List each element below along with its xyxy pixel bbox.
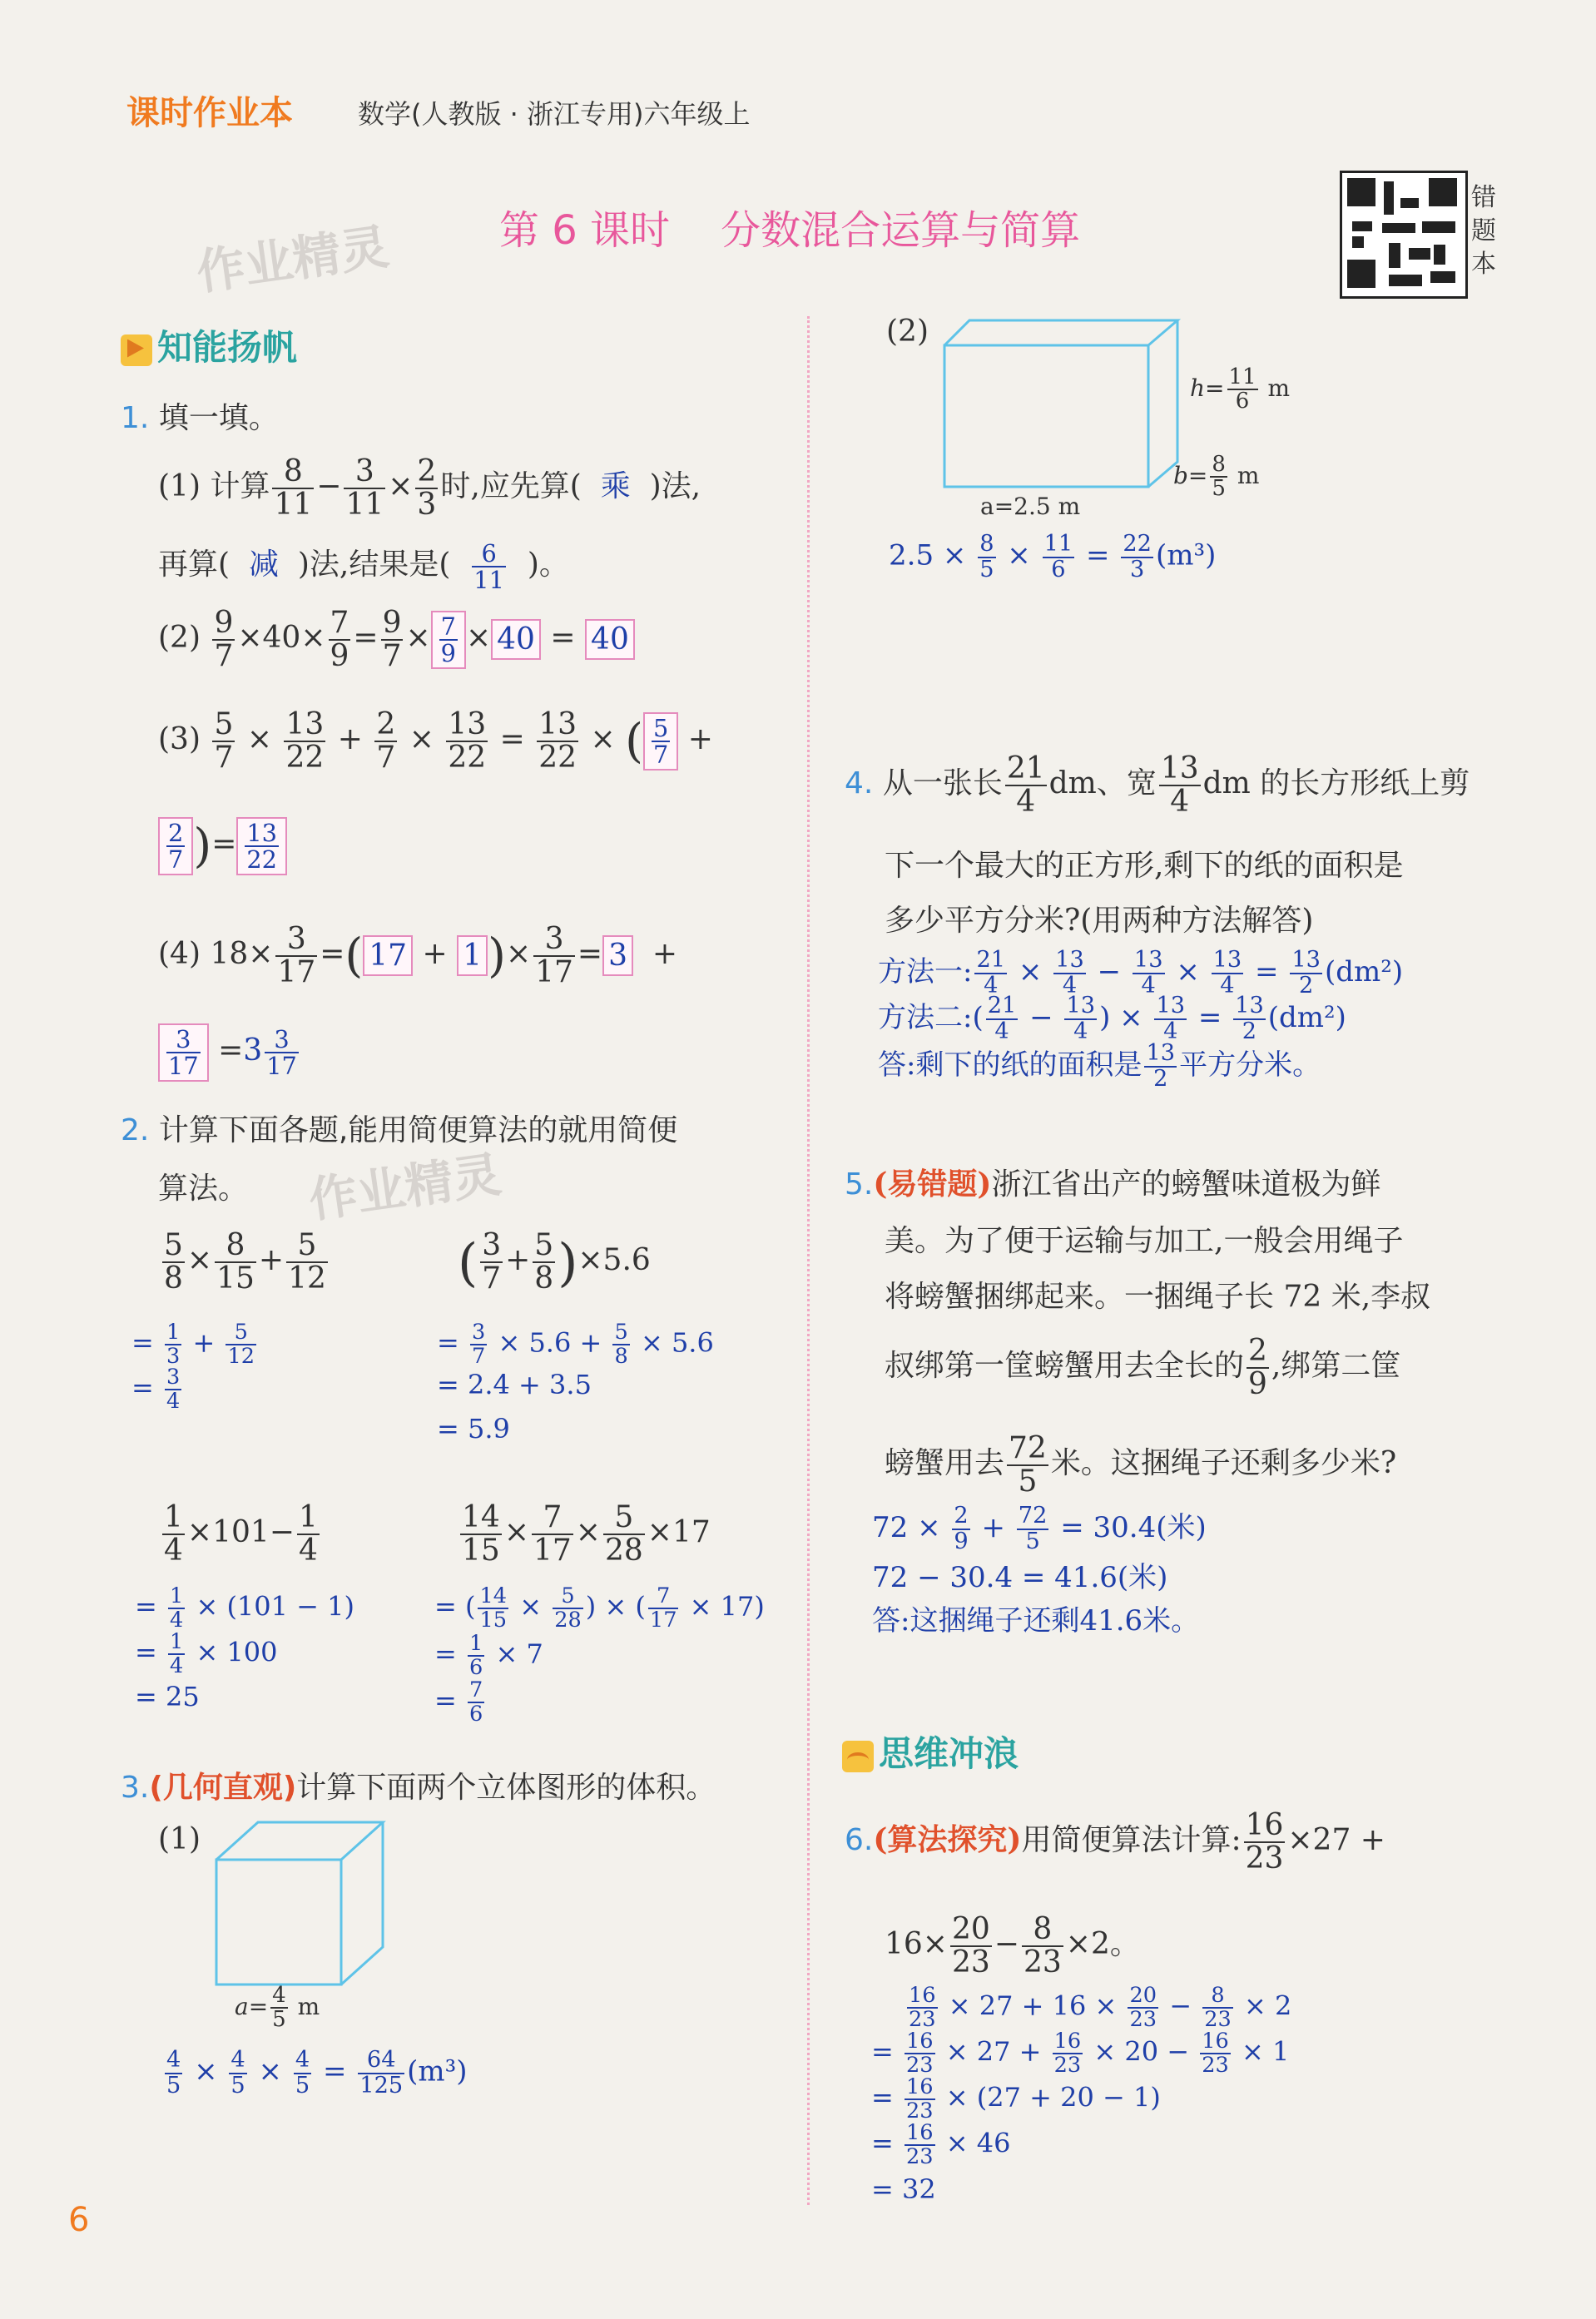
cube-figure [208,1814,399,1989]
q6-line2: 16× $\frac{20}{23}$ − $\frac{8}{23}$ ×2。 [885,1912,1140,1980]
q6-step2: = $\frac{16}{23}$ × (27 + 20 − 1) [871,2074,1161,2123]
section-title-2: 思维冲浪 [842,1727,1019,1776]
q2d-step1: = ( $\frac{14}{15}$ × $\frac{5}{28}$ ) × ( $\frac{7}{17}$ × 17) [434,1583,765,1633]
q4-method2: 方法二:( $\frac{21}{4}$ − $\frac{13}{4}$ ) × $\frac{13}{4}$ = $\frac{13}{2}$ (dm²) [878,993,1346,1044]
answer-mult: 乘 [600,468,631,503]
q4-line2: 下一个最大的正方形,剩下的纸的面积是 [885,849,1404,883]
flag-icon [121,334,152,366]
cuboid-figure [936,312,1186,495]
q2-title-2: 算法。 [158,1172,249,1206]
q4-method1: 方法一: $\frac{21}{4}$ × $\frac{13}{4}$ − $\frac{13}{4}$ × $\frac{13}{4}$ = $\frac{13}{2}$ (dm²) [878,947,1404,998]
q5-line2: 美。为了便于运输与加工,一般会用绳子 [885,1224,1404,1258]
cuboid-length-label: a=2.5 m [980,493,1081,520]
lesson-title: 第 6 课时 分数混合运算与简算 [499,207,1081,254]
q2a-problem: $\frac{5}{8}$ × $\frac{8}{15}$ + $\frac{5}{12}$ [164,1228,326,1296]
q2d-step2: = $\frac{1}{6}$ × 7 [434,1631,543,1680]
q2d-problem: $\frac{14}{15}$ × $\frac{7}{17}$ × $\frac{5}{28}$ ×17 [462,1500,711,1568]
q2-title: 2. 计算下面各题,能用简便算法的就用简便 [121,1113,678,1147]
q6-step3: = $\frac{16}{23}$ × 46 [871,2120,1011,2169]
q5-line1: 5.(易错题)浙江省出产的螃蟹味道极为鲜 [845,1167,1381,1202]
q3-part1-label: (1) [158,1822,201,1856]
qr-label: 错题本 [1471,183,1496,279]
q4-line3: 多少平方分米?(用两种方法解答) [885,904,1314,938]
watermark: 作业精灵 [193,218,393,301]
brand-title: 课时作业本 [126,94,293,132]
q2a-step2: = $\frac{3}{4}$ [131,1365,181,1414]
q5-line3: 将螃蟹捆绑起来。一捆绳子长 72 米,李叔 [885,1280,1431,1314]
q3-title: 3.(几何直观)计算下面两个立体图形的体积。 [121,1771,716,1805]
column-divider [807,316,810,2205]
q1-part3-line1: (3) $\frac{5}{7}$ × $\frac{13}{22}$ + $\frac{2}{7}$ × $\frac{13}{22}$ = $\frac{13}{22}$ × ( $\frac{5}{7}$ + [158,707,713,775]
q1-part4-line1: (4) 18× $\frac{3}{17}$ =( 17 + 1 )× $\frac{3}{17}$ = 3 + [158,922,678,989]
q4-line1: 4. 从一张长 $\frac{21}{4}$ dm、宽 $\frac{13}{4}$ dm 的长方形纸上剪 [845,751,1470,819]
q3-cube-answer: $\frac{4}{5}$ × $\frac{4}{5}$ × $\frac{4}{5}$ = $\frac{64}{125}$ (m³) [166,2047,468,2098]
q5-line5: 螃蟹用去 $\frac{72}{5}$ 米。这捆绳子还剩多少米? [885,1431,1397,1499]
cuboid-width-label: b= $\frac{8}{5}$ m [1173,452,1260,502]
cube-edge-label: a= $\frac{4}{5}$ m [235,1983,320,2033]
answer-sub: 减 [248,548,279,582]
q2c-step3: = 25 [135,1681,200,1712]
q2c-problem: $\frac{1}{4}$ ×101− $\frac{1}{4}$ [164,1500,318,1568]
q1-part2: (2) $\frac{9}{7}$ ×40× $\frac{7}{9}$ = $\frac{9}{7}$ × $\frac{7}{9}$ × 40 = 40 [158,607,635,672]
q1-part4-line2: $\frac{3}{17}$ =3 $\frac{3}{17}$ [158,1023,301,1082]
book-subtitle: 数学(人教版 · 浙江专用)六年级上 [358,98,751,130]
q2a-step1: = $\frac{1}{3}$ + $\frac{5}{12}$ [131,1320,255,1369]
section-title-1: 知能扬帆 [121,320,297,370]
q6-step1: = $\frac{16}{23}$ × 27 + $\frac{16}{23}$ × 20 − $\frac{16}{23}$ × 1 [871,2029,1290,2078]
cuboid-height-label: h= $\frac{11}{6}$ m [1190,364,1291,414]
q2b-step1: = $\frac{3}{7}$ × 5.6 + $\frac{5}{8}$ × 5.6 [437,1320,714,1369]
page-number: 6 [68,2201,90,2239]
q3-part2-label: (2) [886,315,929,349]
q4-answer: 答:剩下的纸的面积是 $\frac{13}{2}$ 平方分米。 [878,1040,1321,1092]
q5-line4: 叔绑第一筐螃蟹用去全长的 $\frac{2}{9}$ ,绑第二筐 [885,1334,1401,1401]
qr-code[interactable] [1340,171,1468,299]
q6-line1: 6.(算法探究)用简便算法计算: $\frac{16}{23}$ ×27 + [845,1808,1385,1876]
q5-step1: 72 × $\frac{2}{9}$ + $\frac{72}{5}$ = 30.4(米) [872,1503,1207,1554]
q5-step2: 72 − 30.4 = 41.6(米) [872,1561,1168,1594]
q2b-step3: = 5.9 [437,1413,510,1444]
q5-answer: 答:这捆绳子还剩41.6米。 [872,1604,1200,1638]
q2d-step3: = $\frac{7}{6}$ [434,1677,483,1727]
q1-part3-line2: $\frac{2}{7}$ )= $\frac{13}{22}$ [158,817,287,875]
q1-title: 1. 填一填。 [121,401,279,435]
watermark-2: 作业精灵 [305,1146,505,1229]
q2b-step2: = 2.4 + 3.5 [437,1369,592,1400]
q3-cuboid-answer: 2.5 × $\frac{8}{5}$ × $\frac{11}{6}$ = $\frac{22}{3}$ (m³) [889,531,1217,582]
q2b-problem: ( $\frac{3}{7}$ + $\frac{5}{8}$ )×5.6 [458,1228,651,1296]
q1-part1-line2: 再算( 减 )法,结果是( $\frac{6}{11}$ )。 [158,539,569,595]
q6-step4: = 32 [871,2173,936,2205]
q1-part1-line1: (1) 计算 $\frac{8}{11}$ − $\frac{3}{11}$ × $\frac{2}{3}$ 时,应先算( 乘 )法, [158,454,701,522]
q2c-step2: = $\frac{1}{4}$ × 100 [135,1629,278,1678]
q6-step0: $\frac{16}{23}$ × 27 + 16 × $\frac{20}{23}$ − $\frac{8}{23}$ × 2 [909,1983,1292,2032]
q2c-step1: = $\frac{1}{4}$ × (101 − 1) [135,1583,354,1633]
wave-icon [842,1741,874,1772]
